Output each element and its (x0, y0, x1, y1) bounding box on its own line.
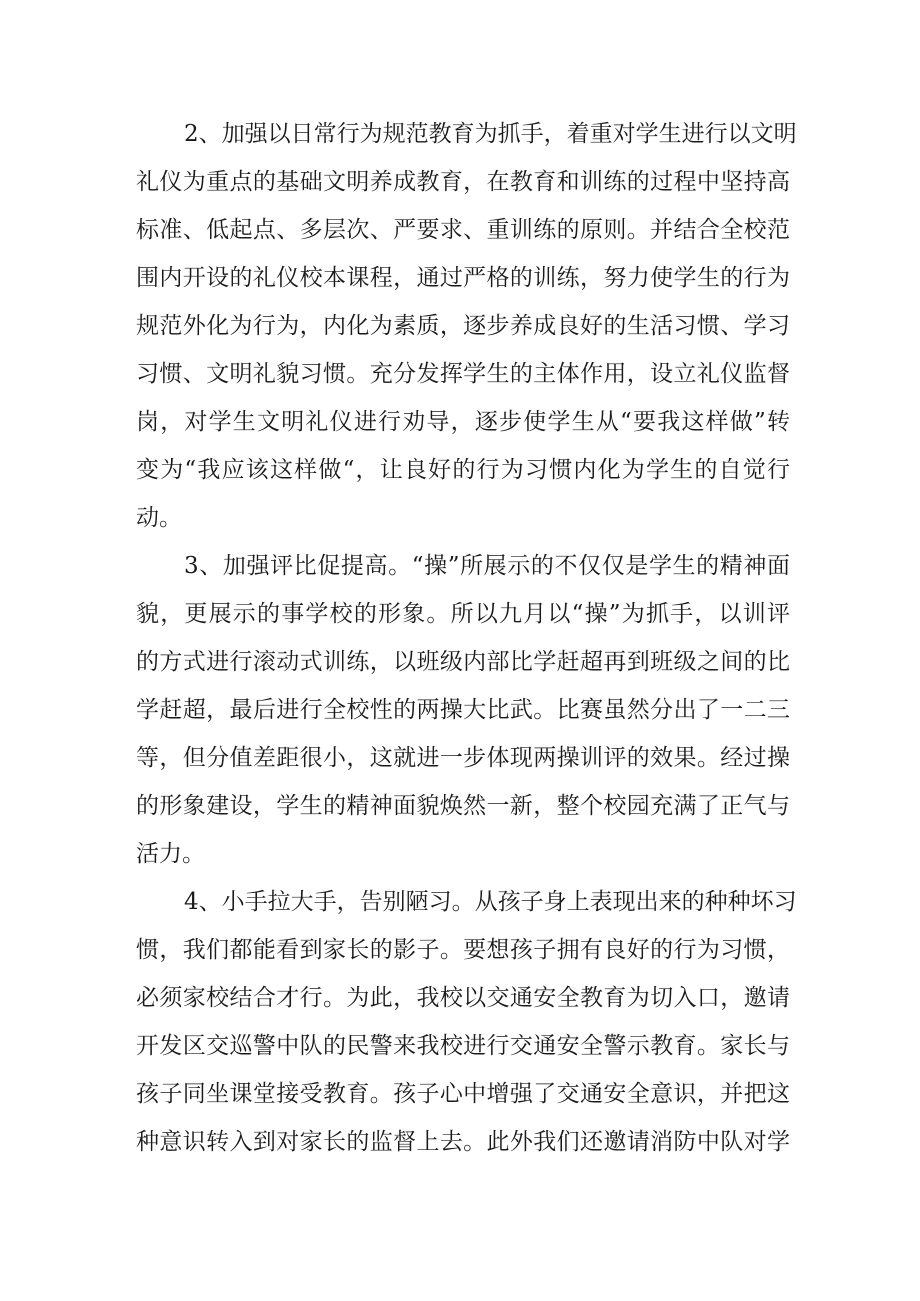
text-line: 活力。 (136, 841, 205, 867)
text-line: 惯，我们都能看到家长的影子。要想孩子拥有良好的行为习惯， (136, 937, 790, 963)
text-line: 变为“我应该这样做“，让良好的行为习惯内化为学生的自觉行 (136, 457, 790, 483)
text-line: 种意识转入到对家长的监督上去。此外我们还邀请消防中队对学 (136, 1129, 790, 1155)
text-line: 标准、低起点、多层次、严要求、重训练的原则。并结合全校范 (136, 217, 790, 243)
text-line: 动。 (136, 505, 182, 531)
text-line: 规范外化为行为，内化为素质，逐步养成良好的生活习惯、学习 (136, 313, 790, 339)
text-line: 习惯、文明礼貌习惯。充分发挥学生的主体作用，设立礼仪监督 (136, 361, 790, 387)
text-line: 学赶超，最后进行全校性的两操大比武。比赛虽然分出了一二三 (136, 697, 790, 723)
text-line: 围内开设的礼仪校本课程，通过严格的训练，努力使学生的行为 (136, 265, 790, 291)
text-line: 孩子同坐课堂接受教育。孩子心中增强了交通安全意识，并把这 (136, 1081, 790, 1107)
text-line: 3、加强评比促提高。“操”所展示的不仅仅是学生的精神面 (184, 553, 790, 579)
text-line: 岗，对学生文明礼仪进行劝导，逐步使学生从“要我这样做”转 (136, 409, 790, 435)
text-line: 貌，更展示的事学校的形象。所以九月以“操”为抓手，以训评 (136, 601, 790, 627)
text-line: 等，但分值差距很小，这就进一步体现两操训评的效果。经过操 (136, 745, 790, 771)
text-line: 必须家校结合才行。为此，我校以交通安全教育为切入口，邀请 (136, 985, 790, 1011)
text-line: 开发区交巡警中队的民警来我校进行交通安全警示教育。家长与 (136, 1033, 790, 1059)
text-line: 4、小手拉大手，告别陋习。从孩子身上表现出来的种种坏习 (184, 889, 797, 915)
text-line: 的方式进行滚动式训练，以班级内部比学赶超再到班级之间的比 (136, 649, 790, 675)
text-line: 的形象建设，学生的精神面貌焕然一新，整个校园充满了正气与 (136, 793, 790, 819)
text-line: 礼仪为重点的基础文明养成教育，在教育和训练的过程中坚持高 (136, 169, 790, 195)
text-line: 2、加强以日常行为规范教育为抓手，着重对学生进行以文明 (184, 121, 797, 147)
